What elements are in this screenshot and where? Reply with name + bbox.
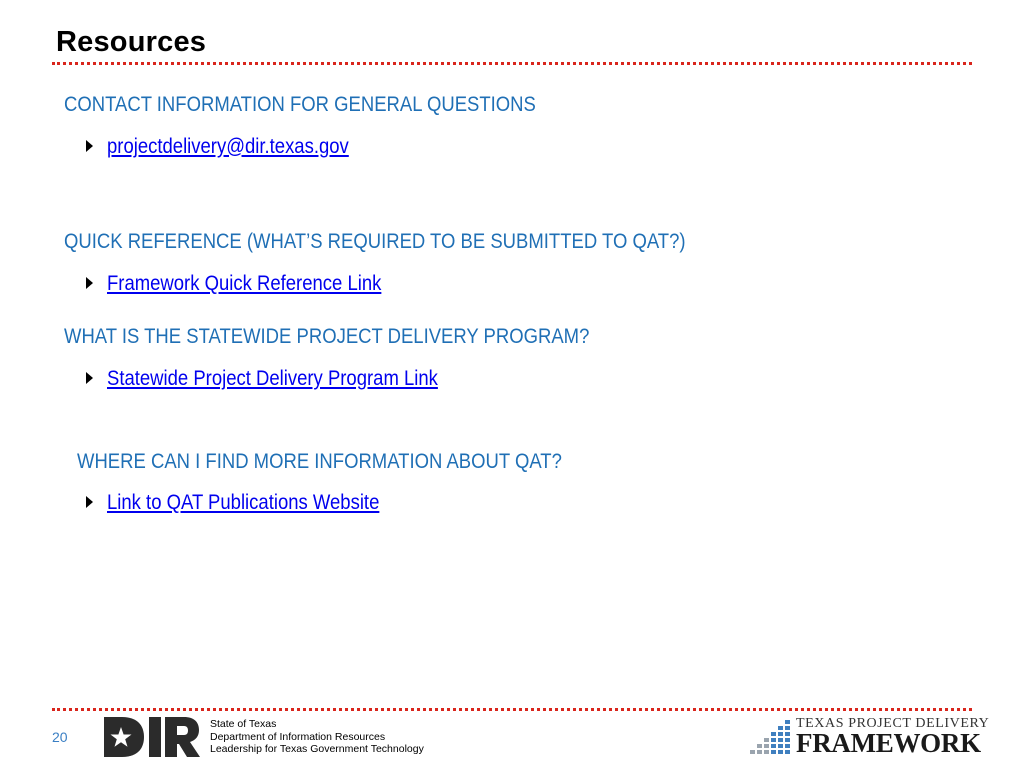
statewide-program-link[interactable]: Statewide Project Delivery Program Link bbox=[107, 365, 438, 390]
page-number: 20 bbox=[52, 729, 68, 745]
section-heading-contact: CONTACT INFORMATION FOR GENERAL QUESTIONS bbox=[64, 92, 536, 116]
framework-logo bbox=[748, 716, 990, 760]
footer-line-department: Department of Information Resources bbox=[210, 730, 386, 743]
footer-line-state: State of Texas bbox=[210, 718, 277, 730]
footer-divider bbox=[52, 708, 972, 711]
quick-reference-link[interactable]: Framework Quick Reference Link bbox=[107, 270, 382, 295]
list-item bbox=[86, 133, 388, 159]
header-divider bbox=[52, 62, 972, 65]
framework-logo-top-text: TEXAS PROJECT DELIVERY bbox=[796, 716, 990, 731]
list-item bbox=[86, 270, 426, 296]
bullet-arrow-icon bbox=[86, 496, 93, 508]
qat-publications-link[interactable]: Link to QAT Publications Website bbox=[107, 489, 380, 514]
bullet-arrow-icon bbox=[86, 140, 93, 152]
framework-bars-icon bbox=[748, 716, 794, 760]
section-heading-quick-reference: QUICK REFERENCE (WHAT’S REQUIRED TO BE SUBMITTED TO QAT?) bbox=[64, 229, 686, 253]
list-item bbox=[86, 489, 424, 515]
list-item bbox=[86, 365, 492, 391]
dir-logo-icon bbox=[104, 717, 200, 757]
page-title: Resources bbox=[56, 26, 207, 58]
bullet-arrow-icon bbox=[86, 372, 93, 384]
email-link[interactable]: projectdelivery@dir.texas.gov bbox=[107, 133, 349, 158]
section-heading-statewide-program: WHAT IS THE STATEWIDE PROJECT DELIVERY PROGRAM? bbox=[64, 324, 590, 348]
footer-agency-text bbox=[210, 718, 424, 756]
bullet-arrow-icon bbox=[86, 277, 93, 289]
framework-logo-main-text: FRAMEWORK bbox=[796, 728, 981, 758]
footer-line-tagline: Leadership for Texas Government Technology bbox=[210, 743, 424, 755]
section-heading-qat-info: WHERE CAN I FIND MORE INFORMATION ABOUT QAT? bbox=[77, 449, 562, 473]
